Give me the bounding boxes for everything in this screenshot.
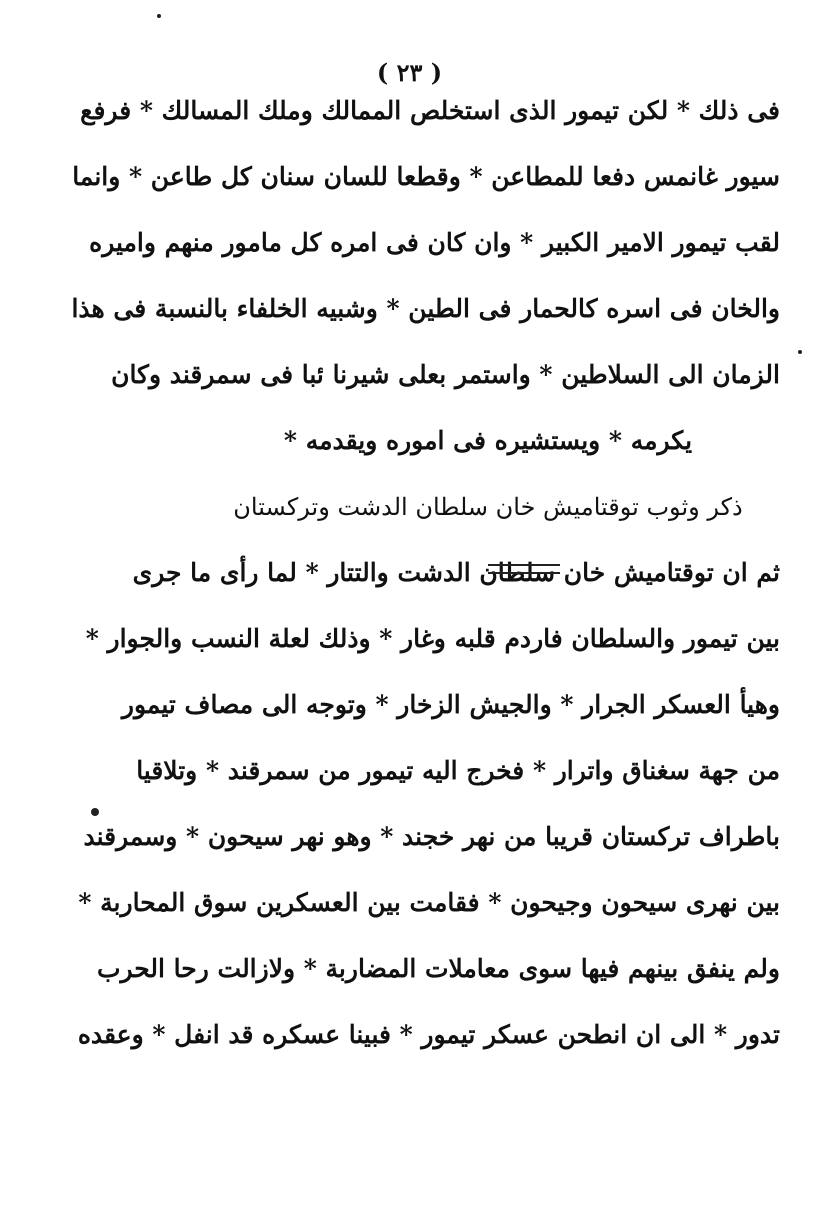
text-line: باطراف تركستان قريبا من نهر خجند * وهو نهر سيحون * وسمرقند	[83, 822, 780, 851]
heading-ornament	[488, 564, 560, 574]
text-line: بين تيمور والسلطان فاردم قلبه وغار * وذلك لعلة النسب والجوار *	[85, 624, 780, 653]
text-line: وهيأ العسكر الجرار * والجيش الزخار * وتوجه الى مصاف تيمور	[121, 690, 780, 719]
text-line: ولم ينفق بينهم فيها سوى معاملات المضاربة * ولازالت رحا الحرب	[96, 954, 780, 983]
text-line: تدور * الى ان انطحن عسكر تيمور * فبينا عسكره قد انفل * وعقده	[77, 1020, 780, 1049]
text-line: والخان فى اسره كالحمار فى الطين * وشبيه الخلفاء بالنسبة فى هذا	[71, 294, 780, 323]
text-line: ثم ان توقتاميش خان سلطان الدشت والتتار * لما رأى ما جرى	[132, 558, 780, 587]
text-line: بين نهرى سيحون وجيحون * فقامت بين العسكرين سوق المحاربة *	[78, 888, 780, 917]
page-number: ( ٢٣ )	[376, 58, 443, 87]
text-body	[71, 96, 780, 1086]
ink-speck	[798, 350, 802, 354]
text-line: فى ذلك * لكن تيمور الذى استخلص الممالك وملك المسالك * فرفع	[80, 96, 780, 125]
ink-speck	[157, 14, 161, 18]
text-line: من جهة سغناق واترار * فخرج اليه تيمور من سمرقند * وتلاقيا	[136, 756, 780, 785]
text-line: الزمان الى السلاطين * واستمر بعلى شيرنا ئبا فى سمرقند وكان	[111, 360, 780, 389]
text-line: لقب تيمور الامير الكبير * وان كان فى امره كل مامور منهم واميره	[89, 228, 780, 257]
section-heading: ذكر وثوب توقتاميش خان سلطان الدشت وتركستان	[233, 493, 743, 521]
ink-speck	[91, 808, 99, 816]
text-line: يكرمه * ويستشيره فى اموره ويقدمه *	[283, 426, 693, 455]
text-line: سيور غانمس دفعا للمطاعن * وقطعا للسان سنان كل طاعن * وانما	[72, 162, 780, 191]
